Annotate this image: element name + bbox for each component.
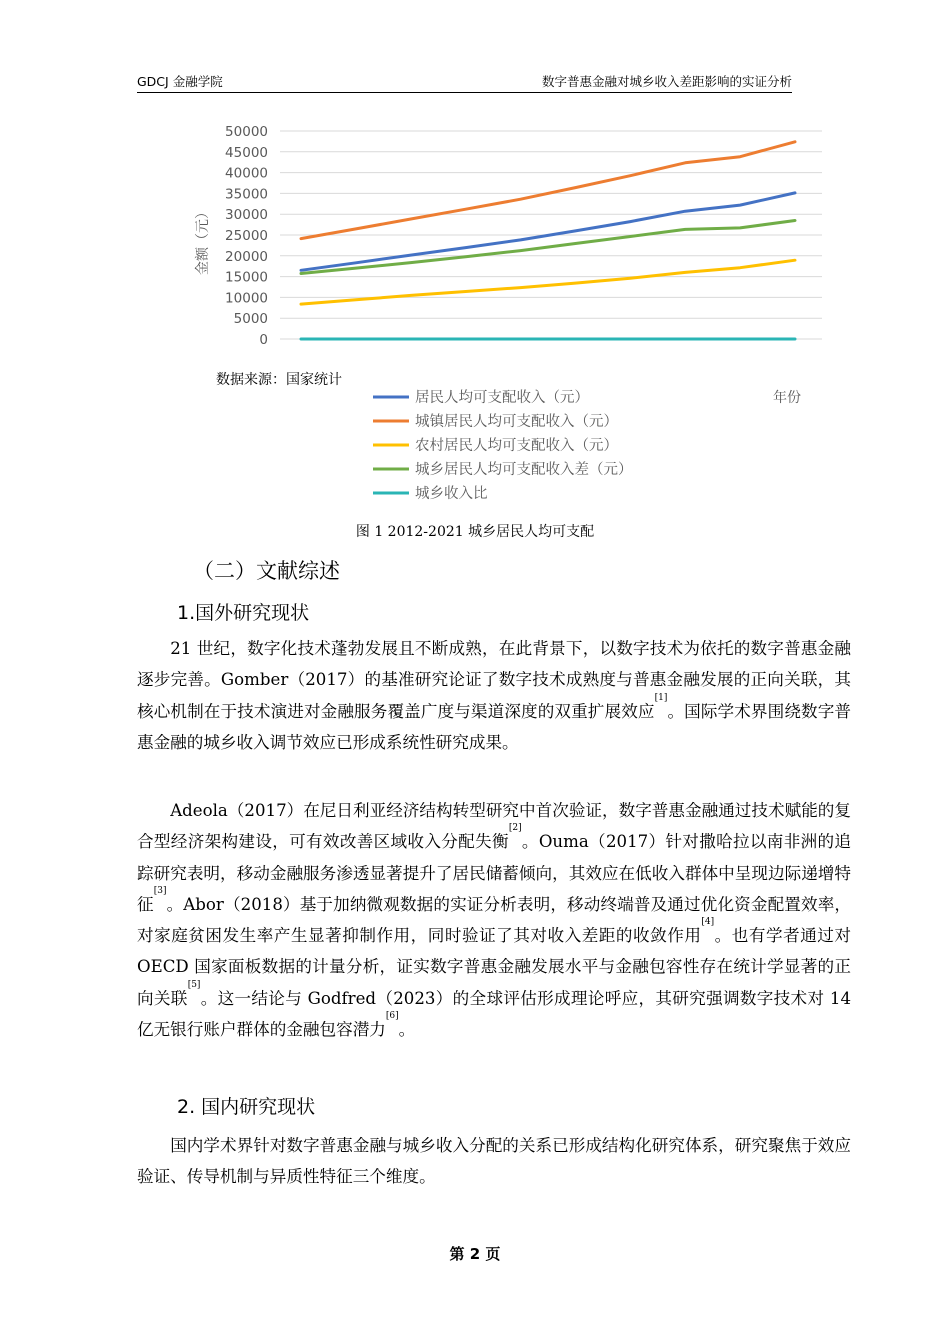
paragraph-3 — [137, 1130, 851, 1193]
y-tick-label: 10000 — [225, 290, 268, 307]
y-tick-label: 0 — [259, 332, 268, 348]
page-number: 第 2 页 — [449, 1245, 501, 1263]
y-tick-label: 35000 — [225, 186, 268, 203]
source-note: 数据来源：国家统计 — [216, 372, 342, 388]
y-tick-label: 40000 — [225, 165, 268, 182]
section-title: （二）文献综述 — [193, 559, 340, 583]
header-right: 数字普惠金融对城乡收入差距影响的实证分析 — [541, 74, 792, 89]
p3-text: 国内学术界针对数字普惠金融与城乡收入分配的关系已形成结构化研究体系，研究聚焦于效应验证、传导机制与异质性特征三个维度。 — [137, 1136, 851, 1187]
series-line-0 — [301, 193, 795, 270]
p2-text-f: 。 — [398, 1020, 416, 1040]
citation-4: [4] — [701, 917, 715, 928]
citation-2: [2] — [508, 823, 522, 834]
x-axis-label: 年份 — [773, 390, 801, 406]
figure-caption: 图 1 2012-2021 城乡居民人均可支配 — [355, 524, 595, 540]
chart-legend — [373, 389, 633, 502]
y-tick-label: 45000 — [225, 144, 268, 161]
header-left: GDCJ 金融学院 — [137, 74, 223, 89]
p2-text-a: Adeola（2017）在尼日利亚经济结构转型研究中首次验证，数字普惠金融通过技术赋能的复合型经济架构建设，可有效改善区域收入分配失衡 — [137, 801, 851, 852]
p1-tail: 。国际学术界围绕数字普惠金融的城乡收入调节效应已形成系统性研究成果。 — [137, 701, 852, 752]
p2-text-e: 。这一结论与 Godfred（2023）的全球评估形成理论呼应，其研究强调数字技术对 14 亿无银行账户群体的金融包容潜力 — [137, 988, 852, 1040]
paragraph-1 — [137, 633, 851, 758]
y-tick-label: 25000 — [225, 228, 268, 244]
citation-6: [6] — [385, 1011, 399, 1022]
series-line-3 — [301, 221, 795, 274]
y-tick-label: 50000 — [225, 124, 268, 140]
p2-text-b: 。Ouma（2017）针对撒哈拉以南非洲的追踪研究表明，移动金融服务渗透显著提升了居民储蓄倾向，其效应在低收入群体中呈现边际递增特征 — [137, 832, 852, 914]
p2-text-c: 。Abor（2018）基于加纳微观数据的实证分析表明，移动终端普及通过优化资金配置效率，对家庭贫困发生率产生显著抑制作用，同时验证了其对收入差距的收敛作用 — [137, 894, 851, 946]
y-tick-label: 15000 — [225, 269, 268, 286]
citation-3: [3] — [153, 885, 167, 896]
citation-5: [5] — [187, 979, 201, 990]
y-tick-label: 5000 — [233, 311, 268, 328]
series-line-1 — [301, 142, 795, 239]
paragraph-2 — [137, 795, 851, 1045]
y-axis-label: 金额（元） — [195, 205, 211, 275]
legend-label-2: 农村居民人均可支配收入（元） — [415, 438, 618, 454]
subsection-title-domestic: 2. 国内研究现状 — [177, 1096, 316, 1118]
legend-label-4: 城乡收入比 — [415, 486, 488, 502]
p2-text-d: 。也有学者通过对 OECD 国家面板数据的计量分析，证实数字普惠金融发展水平与金融包容性存在统计学显著的正向关联 — [137, 926, 852, 1008]
legend-label-0: 居民人均可支配收入（元） — [415, 390, 589, 406]
p1-text: 21 世纪，数字化技术蓬勃发展且不断成熟，在此背景下，以数字技术为依托的数字普惠金融逐步完善。Gomber（2017）的基准研究论证了数字技术成熟度与普惠金融发展的正向关联，其核心机制在于技术演进对金融服务覆盖广度与渠道深度的双重扩展效应 — [137, 639, 851, 721]
y-tick-label: 20000 — [225, 248, 268, 265]
legend-label-1: 城镇居民人均可支配收入（元） — [415, 414, 618, 430]
subsection-title-foreign: 1.国外研究现状 — [177, 602, 310, 624]
income-line-chart — [0, 0, 950, 520]
legend-label-3: 城乡居民人均可支配收入差（元） — [415, 462, 633, 478]
y-tick-label: 30000 — [225, 207, 268, 224]
citation-1: [1] — [654, 692, 668, 703]
